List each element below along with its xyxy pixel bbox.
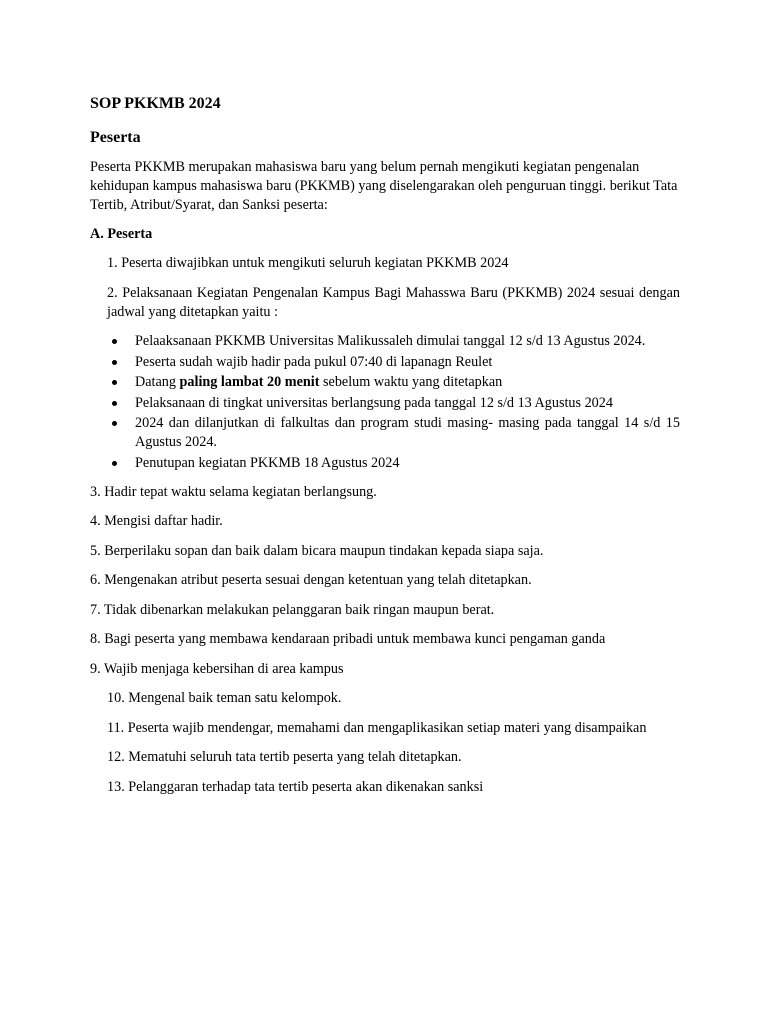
bullet-text-prefix: Datang (135, 374, 180, 390)
bullet-item (90, 454, 680, 473)
bullet-text: Penutupan kegiatan PKKMB 18 Agustus 2024 (135, 454, 400, 471)
bullet-dot-icon (112, 360, 117, 365)
bullet-item (90, 332, 680, 351)
rule-item-6: 6. Mengenakan atribut peserta sesuai dengan ketentuan yang telah ditetapkan. (90, 572, 532, 588)
rule-item-5: 5. Berperilaku sopan dan baik dalam bicara maupun tindakan kepada siapa saja. (90, 542, 544, 559)
rule-item-7: 7. Tidak dibenarkan melakukan pelanggaran baik ringan maupun berat. (90, 601, 495, 618)
intro-paragraph: Peserta PKKMB merupakan mahasiswa baru yang belum pernah mengikuti kegiatan pengenalan kehidupan kampus mahasiswa baru (PKKMB) yang diselengarakan oleh penguruan tinggi. berikut Tata Tertib, Atribut/Syarat, dan Sanksi peserta: (90, 159, 678, 213)
rule-item-13: 13. Pelanggaran terhadap tata tertib peserta akan dikenakan sanksi (107, 778, 484, 795)
rule-item-3: 3. Hadir tepat waktu selama kegiatan berlangsung. (90, 483, 377, 500)
bullet-dot-icon (112, 461, 117, 466)
bullet-dot-icon (112, 380, 117, 385)
section-heading: Peserta (90, 129, 141, 146)
bullet-dot-icon (112, 421, 117, 426)
rule-item-9: 9. Wajib menjaga kebersihan di area kampus (90, 660, 344, 677)
bullet-item (90, 373, 680, 392)
subsection-heading: A. Peserta (90, 226, 153, 242)
bullet-item (90, 353, 680, 372)
rule-item-12: 12. Mematuhi seluruh tata tertib peserta yang telah ditetapkan. (107, 749, 462, 765)
bullet-text: Pelaaksanaan PKKMB Universitas Malikussaleh dimulai tanggal 12 s/d 13 Agustus 2024. (135, 333, 646, 349)
bullet-dot-icon (112, 401, 117, 406)
rule-item-11: 11. Peserta wajib mendengar, memahami dan mengaplikasikan setiap materi yang disampaikan (107, 719, 647, 736)
bullet-text-suffix: sebelum waktu yang ditetapkan (319, 374, 503, 390)
bullet-text: Pelaksanaan di tingkat universitas berlangsung pada tanggal 12 s/d 13 Agustus 2024 (135, 394, 613, 411)
rule-item-4: 4. Mengisi daftar hadir. (90, 513, 223, 529)
rule-item-2: 2. Pelaksanaan Kegiatan Pengenalan Kampus Bagi Mahasswa Baru (PKKMB) 2024 sesuai dengan jadwal yang ditetapkan yaitu : (107, 284, 680, 320)
bullet-dot-icon (112, 339, 117, 344)
schedule-bullet-list (90, 332, 680, 473)
bullet-item (90, 414, 680, 452)
bullet-text-emphasis: paling lambat 20 menit (179, 374, 320, 390)
rule-item-1: 1. Peserta diwajibkan untuk mengikuti seluruh kegiatan PKKMB 2024 (107, 255, 509, 271)
bullet-text: 2024 dan dilanjutkan di falkultas dan program studi masing- masing pada tanggal 14 s/d 15 Agustus 2024. (135, 415, 680, 450)
bullet-item (90, 394, 680, 413)
rule-item-10: 10. Mengenal baik teman satu kelompok. (107, 690, 342, 706)
document-title: SOP PKKMB 2024 (90, 95, 221, 112)
document-page (90, 94, 680, 807)
rule-item-8: 8. Bagi peserta yang membawa kendaraan pribadi untuk membawa kunci pengaman ganda (90, 631, 606, 647)
bullet-text: Peserta sudah wajib hadir pada pukul 07:40 di lapanagn Reulet (135, 353, 493, 370)
